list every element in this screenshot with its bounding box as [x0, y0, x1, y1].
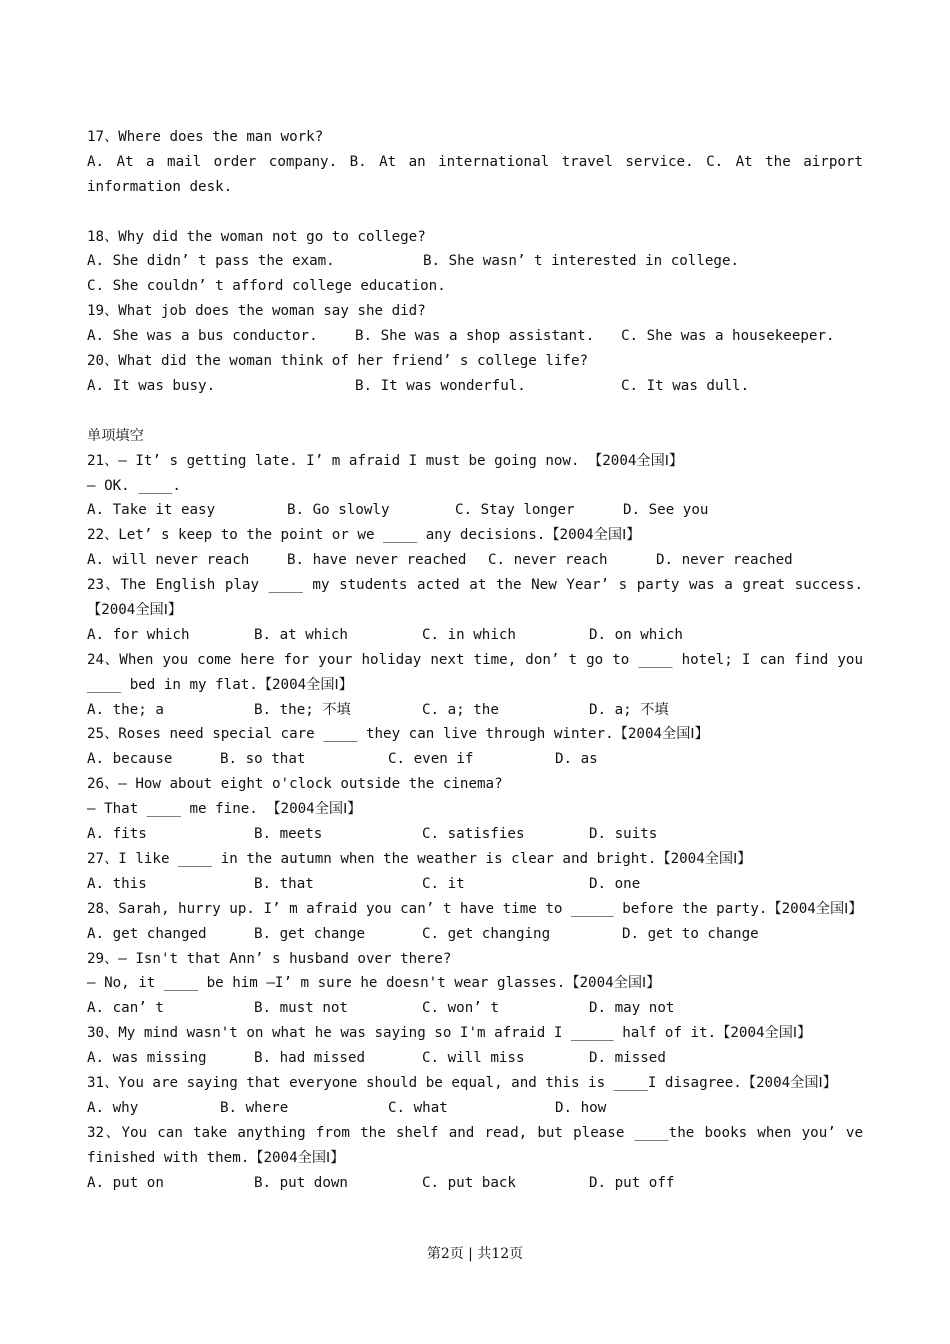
question-21-reply: — OK. ____. — [87, 477, 181, 494]
option-b: B. She wasn’ t interested in college. — [423, 253, 740, 270]
question-26-reply: — That ____ me fine. 【2004全国Ⅰ】 — [87, 801, 362, 818]
question-25-options-row — [87, 747, 863, 772]
option-d: D. how — [555, 1099, 607, 1116]
question-23-options-row — [87, 623, 863, 648]
option-c: C. even if — [388, 751, 474, 768]
option-a: A. Take it easy — [87, 502, 216, 519]
question-29-options-row — [87, 996, 863, 1021]
question-20-options-row — [87, 374, 863, 399]
option-a: A. for which — [87, 626, 190, 643]
page-footer: 第2页 | 共12页 — [426, 1246, 524, 1262]
question-21-options-row — [87, 498, 863, 523]
option-c: C. never reach — [488, 552, 608, 569]
option-b: B. so that — [220, 751, 306, 768]
option-c: C. It was dull. — [621, 377, 750, 394]
question-18-options-row — [87, 249, 863, 274]
option-d: D. missed — [589, 1050, 666, 1067]
question-32-stem: 32、You can take anything from the shelf and read, but please ____the books when you’ ve finished with them.【2004全国Ⅰ】 — [87, 1124, 863, 1166]
option-b: B. put down — [254, 1174, 348, 1191]
question-24-options-row — [87, 698, 863, 723]
option-d: D. never reached — [656, 552, 793, 569]
option-a: A. why — [87, 1099, 139, 1116]
option-d: D. as — [555, 751, 598, 768]
option-b: B. She was a shop assistant. — [355, 328, 595, 345]
option-b: B. have never reached — [287, 552, 467, 569]
option-c: C. won’ t — [422, 1000, 499, 1017]
question-30-options-row — [87, 1046, 863, 1071]
section-title: 单项填空 — [87, 427, 144, 444]
option-a: A. fits — [87, 826, 147, 843]
question-29-stem: 29、— Isn't that Ann’ s husband over there? — [87, 950, 452, 967]
option-b: B. It was wonderful. — [355, 377, 526, 394]
option-c: C. Stay longer — [455, 502, 575, 519]
option-b: B. must not — [254, 1000, 348, 1017]
question-28-options-row — [87, 922, 863, 947]
option-a: A. She was a bus conductor. — [87, 328, 318, 345]
question-26-options-row — [87, 822, 863, 847]
question-21-stem: 21、— It’ s getting late. I’ m afraid I must be going now. 【2004全国Ⅰ】 — [87, 452, 684, 469]
option-d: D. put off — [589, 1174, 675, 1191]
option-d: D. one — [589, 875, 641, 892]
option-a: A. this — [87, 875, 147, 892]
option-a: A. get changed — [87, 925, 207, 942]
question-23-stem: 23、The English play ____ my students acted at the New Year’ s party was a great success.【2004全国Ⅰ】 — [87, 577, 863, 618]
option-c: C. She couldn’ t afford college education. — [87, 278, 446, 295]
option-d: D. suits — [589, 826, 658, 843]
option-d: D. may not — [589, 1000, 675, 1017]
option-c: C. a; the — [422, 701, 499, 718]
option-c: C. it — [422, 875, 465, 892]
option-b: B. that — [254, 875, 314, 892]
question-20-stem: 20、What did the woman think of her friend’ s college life? — [87, 353, 589, 370]
option-a: A. can’ t — [87, 1000, 164, 1017]
option-a: A. because — [87, 751, 173, 768]
question-19-options-row — [87, 324, 863, 349]
option-c: C. will miss — [422, 1050, 525, 1067]
option-d: D. get to change — [622, 925, 759, 942]
option-b: B. Go slowly — [287, 502, 390, 519]
option-c: C. what — [388, 1099, 448, 1116]
question-27-options-row — [87, 872, 863, 897]
option-a: A. the; a — [87, 701, 164, 718]
option-a: A. She didn’ t pass the exam. — [87, 253, 335, 270]
option-c: C. She was a housekeeper. — [621, 328, 835, 345]
option-b: B. get change — [254, 925, 366, 942]
question-27-stem: 27、I like ____ in the autumn when the weather is clear and bright.【2004全国Ⅰ】 — [87, 850, 752, 867]
question-29-reply: — No, it ____ be him —I’ m sure he doesn't wear glasses.【2004全国Ⅰ】 — [87, 975, 661, 992]
question-28-stem: 28、Sarah, hurry up. I’ m afraid you can’ t have time to _____ before the party.【2004全国Ⅰ】 — [87, 900, 863, 917]
question-32-options-row — [87, 1171, 863, 1196]
option-b: B. at which — [254, 626, 348, 643]
question-19-stem: 19、What job does the woman say she did? — [87, 303, 426, 320]
option-a: A. will never reach — [87, 552, 250, 569]
option-a: A. was missing — [87, 1050, 207, 1067]
question-22-stem: 22、Let’ s keep to the point or we ____ any decisions.【2004全国Ⅰ】 — [87, 527, 641, 544]
question-31-stem: 31、You are saying that everyone should be equal, and this is ____I disagree.【2004全国Ⅰ】 — [87, 1074, 837, 1091]
question-30-stem: 30、My mind wasn't on what he was saying so I'm afraid I _____ half of it.【2004全国Ⅰ】 — [87, 1025, 812, 1042]
option-a: A. put on — [87, 1174, 164, 1191]
option-c: C. put back — [422, 1174, 516, 1191]
option-c: C. satisfies — [422, 826, 525, 843]
question-26-stem: 26、— How about eight o'clock outside the cinema? — [87, 776, 503, 793]
option-b: B. the; 不填 — [254, 701, 351, 718]
option-d: D. on which — [589, 626, 683, 643]
question-31-options-row — [87, 1096, 863, 1121]
question-25-stem: 25、Roses need special care ____ they can live through winter.【2004全国Ⅰ】 — [87, 726, 709, 743]
question-17-options: A. At a mail order company. B. At an international travel service. C. At the airport information desk. — [87, 153, 863, 195]
option-b: B. had missed — [254, 1050, 366, 1067]
question-18-stem: 18、Why did the woman not go to college? — [87, 228, 426, 245]
question-24-stem: 24、When you come here for your holiday next time, don’ t go to ____ hotel; I can find you ____ bed in my flat.【2004全国Ⅰ】 — [87, 651, 863, 693]
option-b: B. meets — [254, 826, 323, 843]
option-c: C. in which — [422, 626, 516, 643]
option-d: D. See you — [623, 502, 709, 519]
question-17-stem: 17、Where does the man work? — [87, 129, 324, 145]
option-b: B. where — [220, 1099, 289, 1116]
document-body — [87, 125, 863, 1195]
question-22-options-row — [87, 548, 863, 573]
option-a: A. It was busy. — [87, 377, 216, 394]
option-d: D. a; 不填 — [589, 701, 669, 718]
option-c: C. get changing — [422, 925, 551, 942]
